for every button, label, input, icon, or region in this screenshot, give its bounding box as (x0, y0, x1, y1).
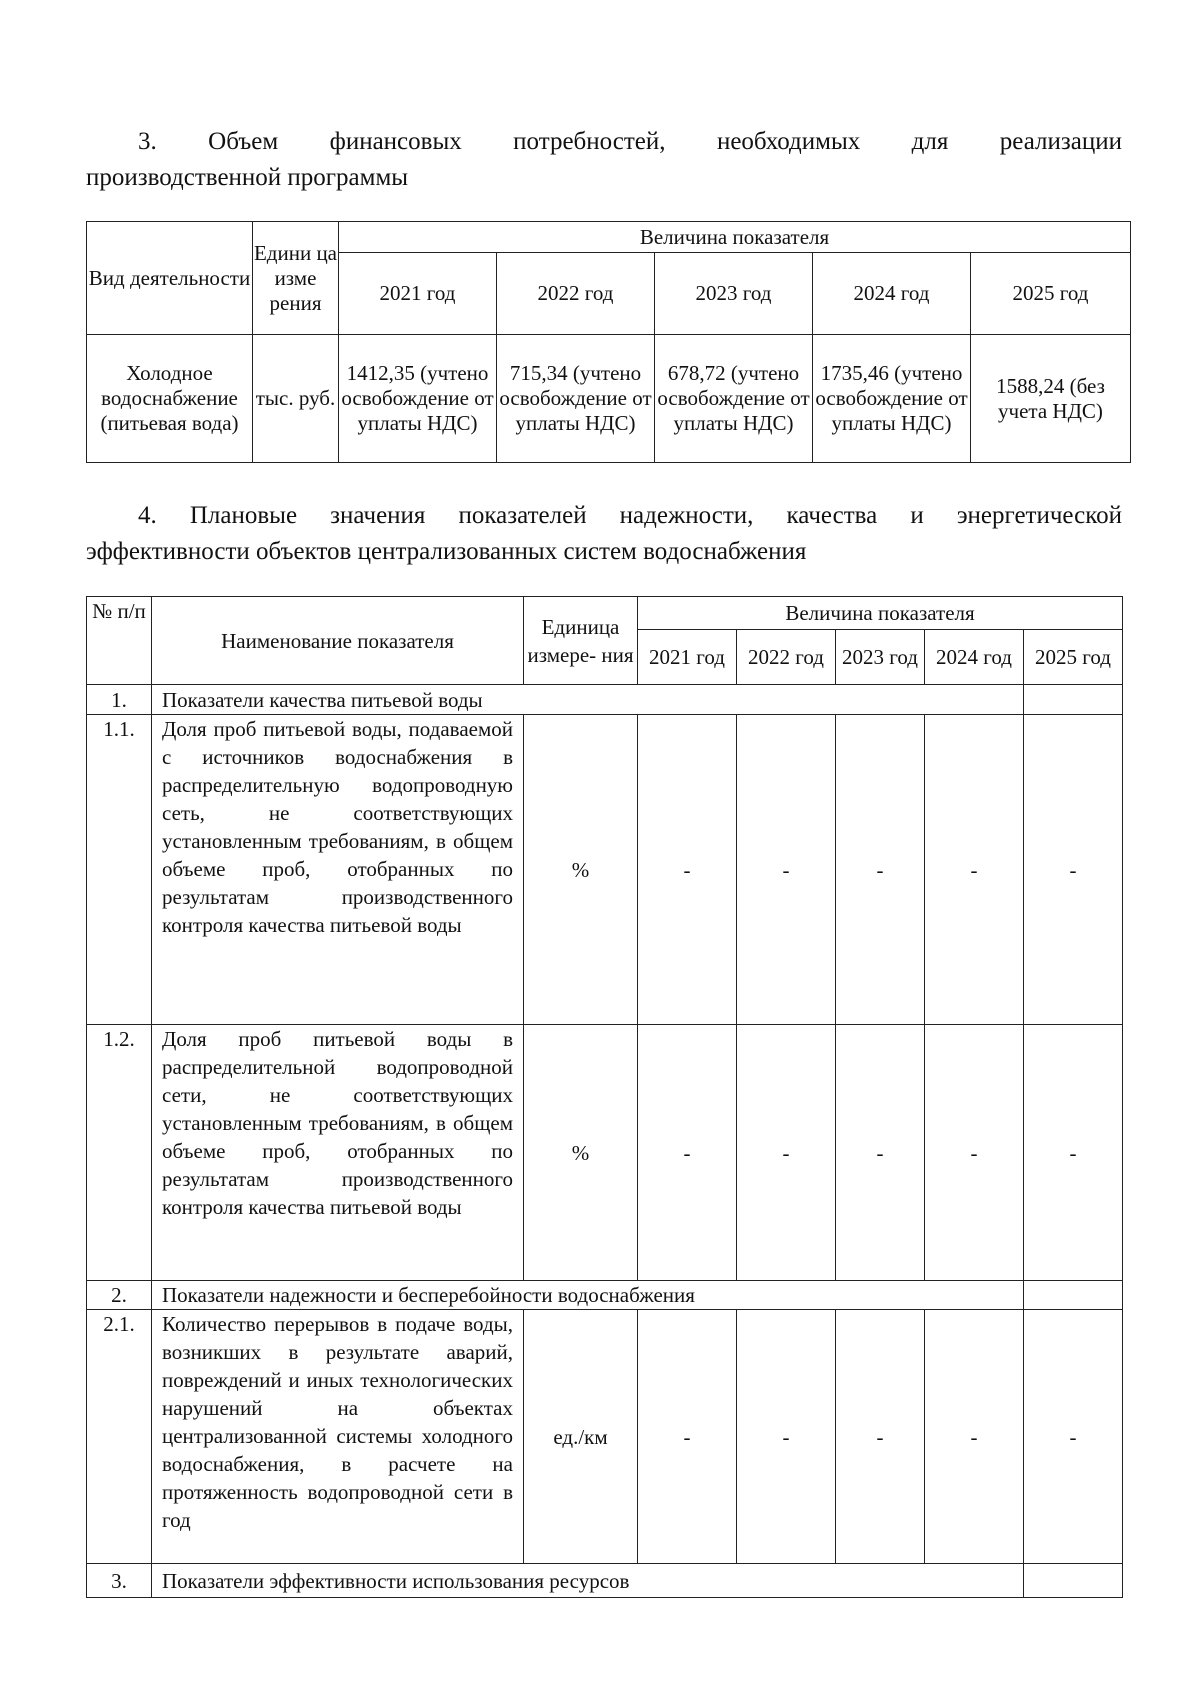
value-cell: 715,34 (учтено освобождение от уплаты НДС) (497, 335, 655, 463)
row-unit: тыс. руб. (253, 335, 339, 463)
value-cell: 678,72 (учтено освобождение от уплаты НДС) (655, 335, 813, 463)
header-year: 2025 год (1024, 630, 1123, 685)
value-cell: - (737, 715, 836, 1025)
value-cell: - (1024, 1310, 1123, 1564)
table-row (87, 1025, 1123, 1281)
section-3-heading-line1: 3. Объем финансовых потребностей, необходимых для реализации (138, 128, 1122, 155)
header-value: Величина показателя (638, 597, 1123, 630)
table-row (87, 685, 1123, 715)
financial-needs-table (86, 221, 1131, 463)
section-3-heading-line2: производственной программы (86, 164, 409, 191)
section-title: Показатели качества питьевой воды (152, 685, 1024, 715)
value-cell: - (836, 715, 925, 1025)
table-row (87, 715, 1123, 1025)
section-title: Показатели надежности и бесперебойности водоснабжения (152, 1281, 1024, 1310)
header-name: Наименование показателя (152, 597, 524, 685)
row-num: 1. (87, 685, 152, 715)
value-cell: - (836, 1025, 925, 1281)
row-num: 2. (87, 1281, 152, 1310)
row-num: 1.2. (87, 1025, 152, 1281)
header-year: 2023 год (655, 253, 813, 335)
header-value: Величина показателя (339, 222, 1131, 253)
value-cell: - (836, 1310, 925, 1564)
section-3-heading (86, 124, 1122, 196)
value-cell: - (638, 1310, 737, 1564)
header-year: 2021 год (638, 630, 737, 685)
value-cell: 1412,35 (учтено освобождение от уплаты НДС) (339, 335, 497, 463)
header-year: 2025 год (971, 253, 1131, 335)
header-year: 2024 год (813, 253, 971, 335)
header-year: 2022 год (497, 253, 655, 335)
value-cell: - (737, 1025, 836, 1281)
value-cell: - (1024, 1025, 1123, 1281)
value-cell: - (638, 1025, 737, 1281)
indicator-name: Количество перерывов в подаче воды, возникших в результате аварий, повреждений и иных технологических нарушений на объектах централизованной системы холодного водоснабжения, в расчете на протяженность водопроводной сети в год (152, 1310, 524, 1564)
value-cell: 1735,46 (учтено освобождение от уплаты НДС) (813, 335, 971, 463)
value-cell: - (1024, 715, 1123, 1025)
header-num: № п/п (87, 597, 152, 685)
header-unit: Едини ца изме рения (253, 222, 339, 335)
table-row (87, 1310, 1123, 1564)
section-4-heading-line2: эффективности объектов централизованных систем водоснабжения (86, 538, 807, 565)
row-num: 2.1. (87, 1310, 152, 1564)
row-num: 3. (87, 1564, 152, 1598)
row-unit: % (524, 715, 638, 1025)
table-row (87, 1564, 1123, 1598)
empty-cell (1024, 1564, 1123, 1598)
row-activity: Холодное водоснабжение (питьевая вода) (87, 335, 253, 463)
value-cell: 1588,24 (без учета НДС) (971, 335, 1131, 463)
section-title: Показатели эффективности использования ресурсов (152, 1564, 1024, 1598)
header-unit: Единица измере- ния (524, 597, 638, 685)
value-cell: - (925, 715, 1024, 1025)
header-activity: Вид деятельности (87, 222, 253, 335)
table-row (87, 1281, 1123, 1310)
header-year: 2023 год (836, 630, 925, 685)
row-unit: % (524, 1025, 638, 1281)
header-year: 2024 год (925, 630, 1024, 685)
value-cell: - (925, 1310, 1024, 1564)
indicator-name: Доля проб питьевой воды, подаваемой с источников водоснабжения в распределительную водопроводную сеть, не соответствующих установленным требованиям, в общем объеме проб, отобранных по результатам производственного контроля качества питьевой воды (152, 715, 524, 1025)
empty-cell (1024, 685, 1123, 715)
empty-cell (1024, 1281, 1123, 1310)
indicators-table (86, 596, 1123, 1598)
indicator-name: Доля проб питьевой воды в распределительной водопроводной сети, не соответствующих установленным требованиям, в общем объеме проб, отобранных по результатам производственного контроля качества питьевой воды (152, 1025, 524, 1281)
value-cell: - (638, 715, 737, 1025)
section-4-heading (86, 498, 1122, 570)
header-year: 2022 год (737, 630, 836, 685)
value-cell: - (925, 1025, 1024, 1281)
row-num: 1.1. (87, 715, 152, 1025)
value-cell: - (737, 1310, 836, 1564)
section-4-heading-line1: 4. Плановые значения показателей надежности, качества и энергетической (138, 502, 1122, 529)
row-unit: ед./км (524, 1310, 638, 1564)
header-year: 2021 год (339, 253, 497, 335)
